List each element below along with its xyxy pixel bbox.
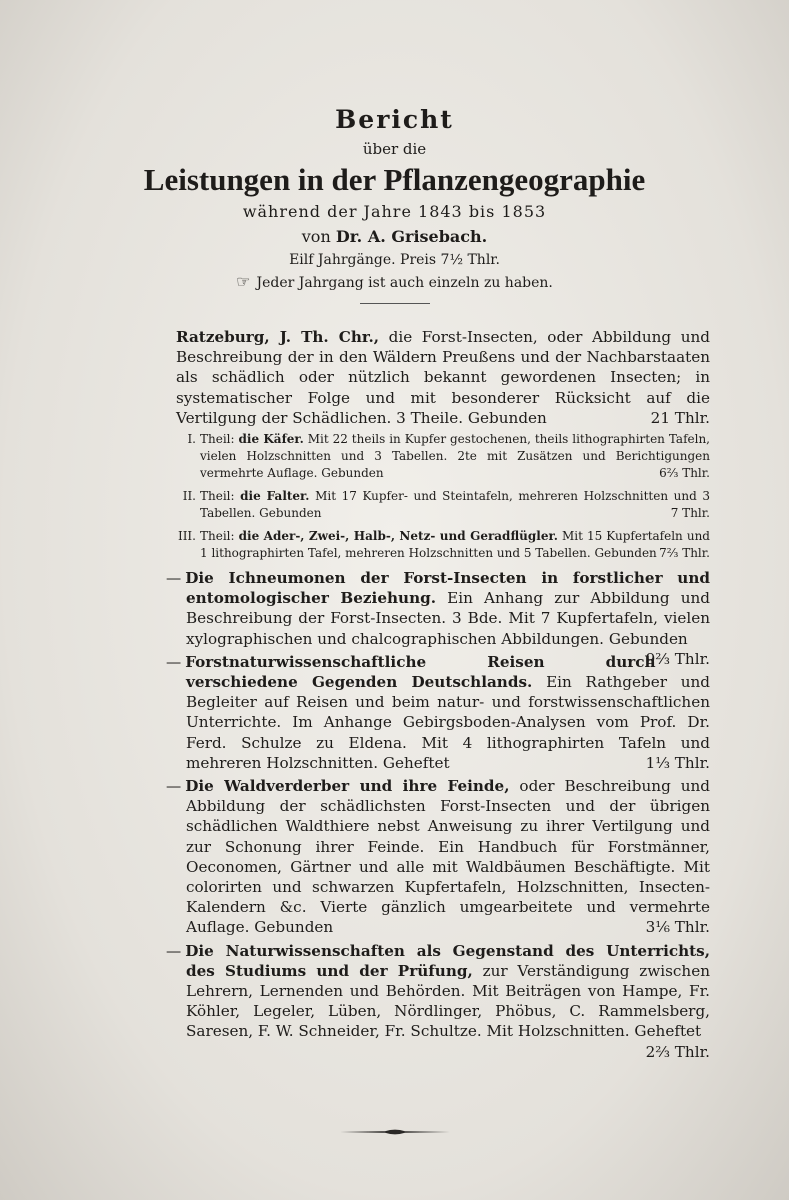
volume-number: I.	[187, 432, 196, 447]
report-main-title: Leistungen in der Pflanzengeographie	[143, 162, 646, 197]
volume-number: II.	[182, 489, 196, 504]
entry-text: Ein Rathgeber und Begleiter auf Reisen und beim natur- und forstwissenschaftlichen Unterrichte. Im Anhange Gebirgsboden-Analysen vom Prof. Dr. Ferd. Schulze zu Eldena. Mit 4 lithographirten Tafeln und mehreren Holzschnitten. Geheftet	[186, 673, 711, 772]
entry-title: Die Ichneumonen der Forst-Insecten in forstlicher und entomologischer Beziehung.	[185, 569, 710, 608]
single-note-line	[0, 272, 789, 291]
report-subtitle: über die	[362, 140, 427, 158]
volume-entry	[182, 488, 710, 522]
volume-price: 6⅔ Thlr.	[659, 466, 710, 481]
pointing-hand-icon: ☞	[236, 272, 251, 291]
entry-text: oder Beschreibung und Abbildung der schädlichsten Forst-Insecten und der übrigen schädlichen Waldthiere nebst Anweisung zu ihrer Vertilgung und zur Schonung ihrer Feinde. Ein Handbuch für Forstmänner, Oeconomen, Gärtner und alle mit Waldbäumen Beschäftigte. Mit colorirten und schwarzen Kupfertafeln, Holzschnitten, Insecten-Kalendern &c. Vierte gänzlich umgearbeitete und vermehrte Auflage. Gebunden	[186, 777, 710, 937]
divider-rule	[360, 303, 430, 304]
report-period: während der Jahre 1843 bis 1853	[242, 202, 547, 221]
volume-title: die Ader-, Zwei-, Halb-, Netz- und Geradflügler.	[238, 529, 558, 544]
volume-price: 7⅔ Thlr.	[659, 546, 710, 561]
catalog-entry	[176, 327, 710, 428]
entry-price: 21 Thlr.	[650, 408, 710, 427]
closing-ornament	[0, 1122, 789, 1141]
volume-title: die Käfer.	[238, 432, 304, 447]
price-line: Eilf Jahrgänge. Preis 7½ Thlr.	[289, 252, 500, 268]
entry-dash: —	[166, 569, 182, 588]
title-block	[0, 105, 789, 304]
author-prefix: von	[301, 227, 331, 246]
report-heading: Bericht	[335, 105, 454, 134]
author-line	[0, 227, 789, 246]
volume-text: Mit 15 Kupfertafeln und 1 lithographirten Tafel, mehreren Holzschnitten und 5 Tabellen. Gebunden	[200, 529, 710, 561]
volume-price: 7 Thlr.	[670, 506, 710, 521]
volume-entry	[187, 431, 710, 482]
volume-lead: Theil:	[200, 529, 235, 544]
ornament-rule-icon	[340, 1127, 450, 1137]
entry-title: Forstnaturwissenschaftliche Reisen durch verschiedene Gegenden Deutschlands.	[185, 652, 656, 692]
entry-dash: —	[166, 941, 182, 960]
catalog-entry	[166, 652, 711, 773]
entry-dash: —	[166, 777, 182, 796]
entry-price: 2⅔ Thlr.	[645, 1042, 710, 1061]
entry-price: 1⅓ Thlr.	[645, 753, 710, 772]
entry-text: Ein Anhang zur Abbildung und Beschreibung der Forst-Insecten. 3 Bde. Mit 7 Kupfertafeln, vielen xylographischen und chalcographischen Abbildungen. Gebunden	[186, 589, 710, 648]
volume-entry	[177, 528, 710, 562]
single-note: Jeder Jahrgang ist auch einzeln zu haben.	[256, 275, 553, 291]
volume-lead: Theil:	[200, 432, 235, 447]
entry-price: 9⅔ Thlr.	[645, 649, 710, 668]
catalog-entry	[166, 941, 710, 1061]
author-name: Dr. A. Grisebach.	[335, 227, 488, 246]
volume-title: die Falter.	[240, 489, 310, 504]
catalog-entry	[166, 568, 710, 668]
volume-text: Mit 17 Kupfer- und Steintafeln, mehreren Holzschnitten und 3 Tabellen. Gebunden	[200, 489, 710, 521]
catalog-entry	[166, 776, 710, 938]
entry-text: die Forst-Insecten, oder Abbildung und Beschreibung der in den Wäldern Preußens und der Nachbarstaaten als schädlich oder nützlich bekannt gewordenen Insecten; in systematischer Folge und mit besonderer Rücksicht auf die Vertilgung der Schädlichen. 3 Theile. Gebunden	[176, 328, 710, 427]
entry-dash: —	[166, 652, 182, 671]
entry-text: zur Verständigung zwischen Lehrern, Lernenden und Behörden. Mit Beiträgen von Hampe, Fr. Köhler, Legeler, Lüben, Nördlinger, Phöbus, C. Rammelsberg, Saresen, F. W. Schneider, Fr. Schultze. Mit Holzschnitten. Geheftet	[186, 961, 710, 1041]
catalog-list	[166, 327, 711, 1062]
volume-text: Mit 22 theils in Kupfer gestochenen, theils lithographirten Tafeln, vielen Holzschnitten und 3 Tabellen. 2te mit Zusätzen und Berichtigungen vermehrte Auflage. Gebunden	[200, 432, 710, 481]
entry-title: Ratzeburg, J. Th. Chr.,	[176, 328, 380, 346]
volume-lead: Theil:	[200, 489, 235, 504]
volume-number: III.	[177, 529, 196, 544]
entry-title: Die Naturwissenschaften als Gegenstand des Unterrichts, des Studiums und der Prüfung,	[185, 941, 710, 980]
entry-title: Die Waldverderber und ihre Feinde,	[185, 777, 510, 796]
entry-price: 3⅙ Thlr.	[645, 918, 710, 937]
